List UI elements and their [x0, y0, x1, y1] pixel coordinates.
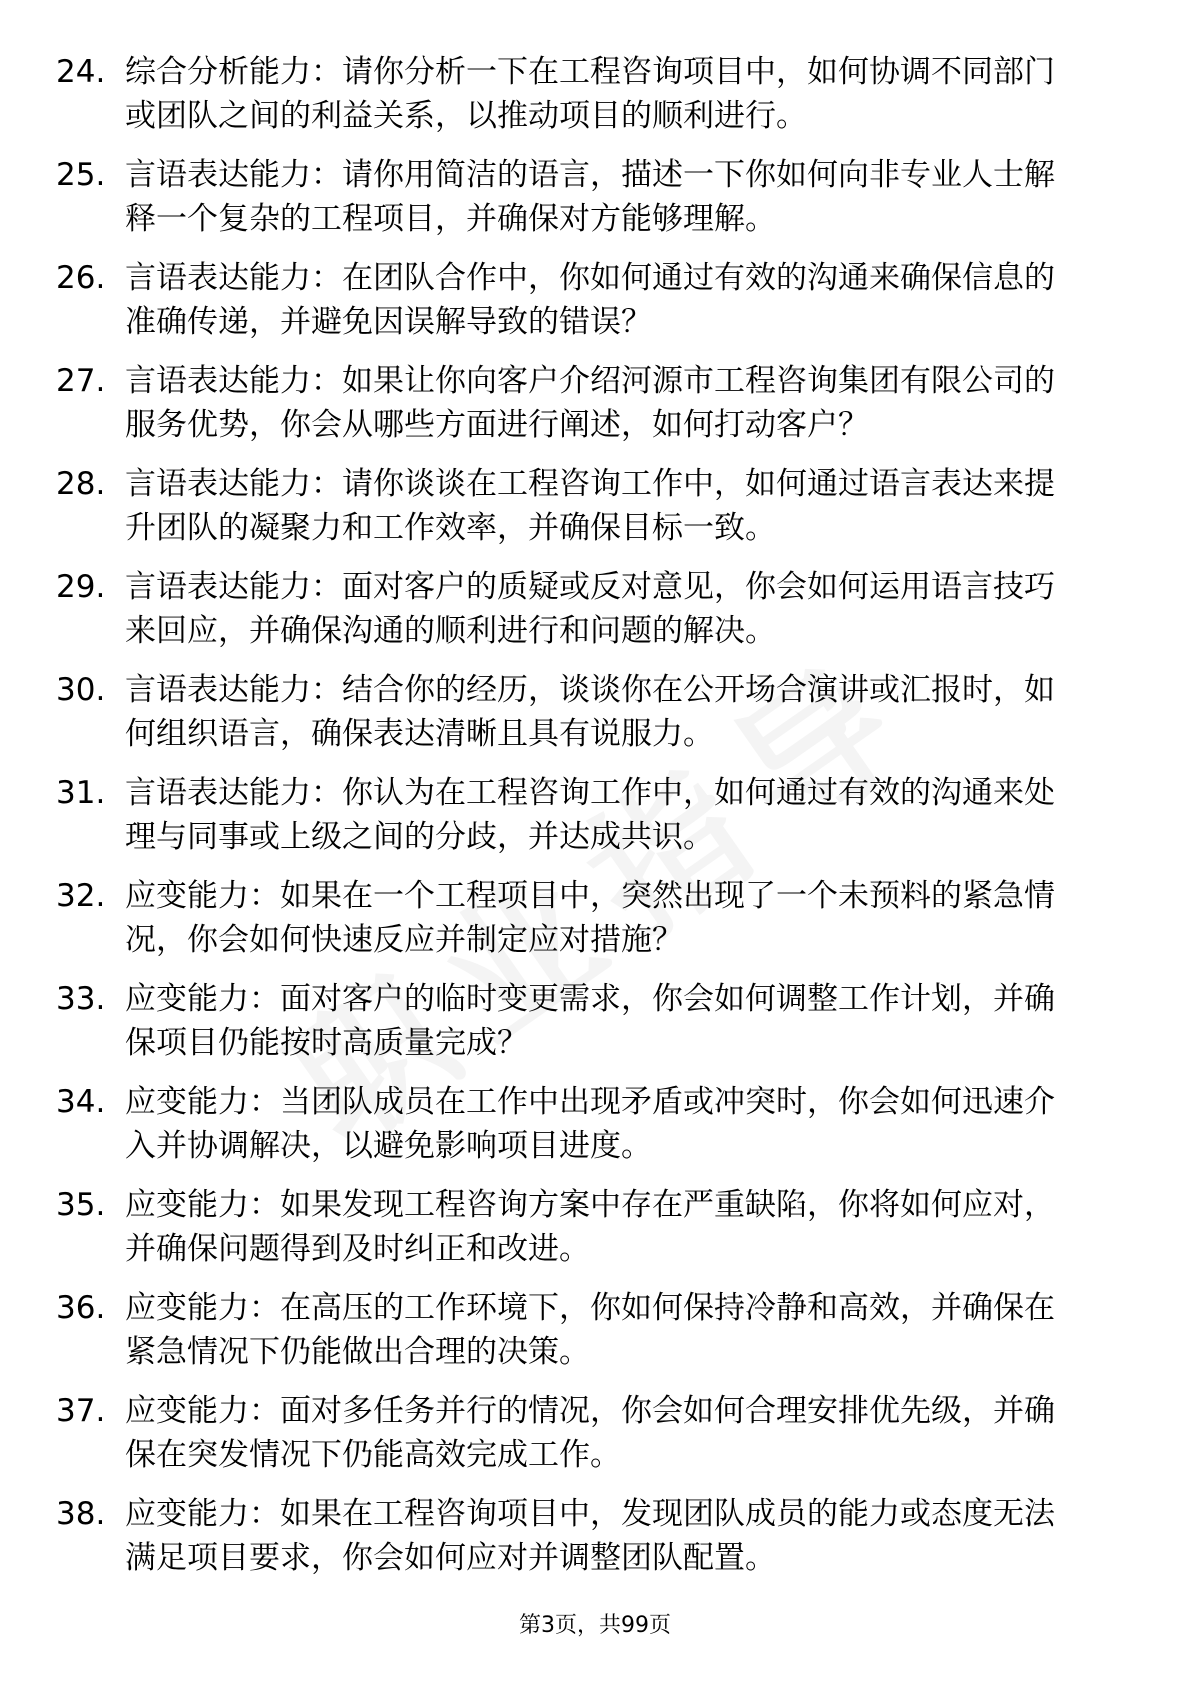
question-number: 37. [56, 1393, 106, 1429]
question-number: 32. [56, 878, 106, 914]
question-text: 应变能力：如果发现工程咨询方案中存在严重缺陷，你将如何应对，并确保问题得到及时纠正和改进。 [125, 1187, 1055, 1267]
question-item [56, 565, 1116, 668]
question-text: 言语表达能力：结合你的经历，谈谈你在公开场合演讲或汇报时，如何组织语言，确保表达清晰且具有说服力。 [125, 672, 1055, 752]
question-number: 29. [56, 569, 106, 605]
question-text: 言语表达能力：如果让你向客户介绍河源市工程咨询集团有限公司的服务优势，你会从哪些方面进行阐述，如何打动客户？ [125, 363, 1055, 443]
question-text: 应变能力：面对客户的临时变更需求，你会如何调整工作计划，并确保项目仍能按时高质量完成？ [125, 981, 1055, 1061]
question-number: 28. [56, 466, 106, 502]
question-list [56, 50, 1116, 1595]
question-text: 应变能力：如果在工程咨询项目中，发现团队成员的能力或态度无法满足项目要求，你会如何应对并调整团队配置。 [125, 1496, 1055, 1576]
question-item [56, 1080, 1116, 1183]
question-text: 应变能力：如果在一个工程项目中，突然出现了一个未预料的紧急情况，你会如何快速反应并制定应对措施？ [125, 878, 1055, 958]
question-text: 言语表达能力：在团队合作中，你如何通过有效的沟通来确保信息的准确传递，并避免因误解导致的错误？ [125, 260, 1055, 340]
question-number: 33. [56, 981, 106, 1017]
question-number: 30. [56, 672, 106, 708]
question-number: 26. [56, 260, 106, 296]
question-item [56, 977, 1116, 1080]
question-number: 35. [56, 1187, 106, 1223]
question-number: 31. [56, 775, 106, 811]
question-number: 36. [56, 1290, 106, 1326]
question-item [56, 462, 1116, 565]
question-text: 言语表达能力：你认为在工程咨询工作中，如何通过有效的沟通来处理与同事或上级之间的分歧，并达成共识。 [125, 775, 1055, 855]
question-text: 应变能力：面对多任务并行的情况，你会如何合理安排优先级，并确保在突发情况下仍能高效完成工作。 [125, 1393, 1055, 1473]
question-item [56, 1286, 1116, 1389]
page-number-label: 第3页，共99页 [519, 1613, 671, 1638]
question-item [56, 668, 1116, 771]
page-footer [0, 1608, 1190, 1639]
question-item [56, 1492, 1116, 1595]
question-number: 38. [56, 1496, 106, 1532]
question-text: 言语表达能力：请你用简洁的语言，描述一下你如何向非专业人士解释一个复杂的工程项目，并确保对方能够理解。 [125, 157, 1055, 237]
question-number: 25. [56, 157, 106, 193]
question-text: 综合分析能力：请你分析一下在工程咨询项目中，如何协调不同部门或团队之间的利益关系，以推动项目的顺利进行。 [125, 54, 1055, 134]
question-item [56, 874, 1116, 977]
question-text: 应变能力：当团队成员在工作中出现矛盾或冲突时，你会如何迅速介入并协调解决，以避免影响项目进度。 [125, 1084, 1055, 1164]
question-item [56, 771, 1116, 874]
question-number: 34. [56, 1084, 106, 1120]
question-item [56, 153, 1116, 256]
question-text: 应变能力：在高压的工作环境下，你如何保持冷静和高效，并确保在紧急情况下仍能做出合理的决策。 [125, 1290, 1055, 1370]
question-number: 27. [56, 363, 106, 399]
question-item [56, 1183, 1116, 1286]
question-item [56, 50, 1116, 153]
question-number: 24. [56, 54, 106, 90]
question-item [56, 359, 1116, 462]
question-text: 言语表达能力：面对客户的质疑或反对意见，你会如何运用语言技巧来回应，并确保沟通的顺利进行和问题的解决。 [125, 569, 1055, 649]
question-item [56, 256, 1116, 359]
question-item [56, 1389, 1116, 1492]
question-text: 言语表达能力：请你谈谈在工程咨询工作中，如何通过语言表达来提升团队的凝聚力和工作效率，并确保目标一致。 [125, 466, 1055, 546]
